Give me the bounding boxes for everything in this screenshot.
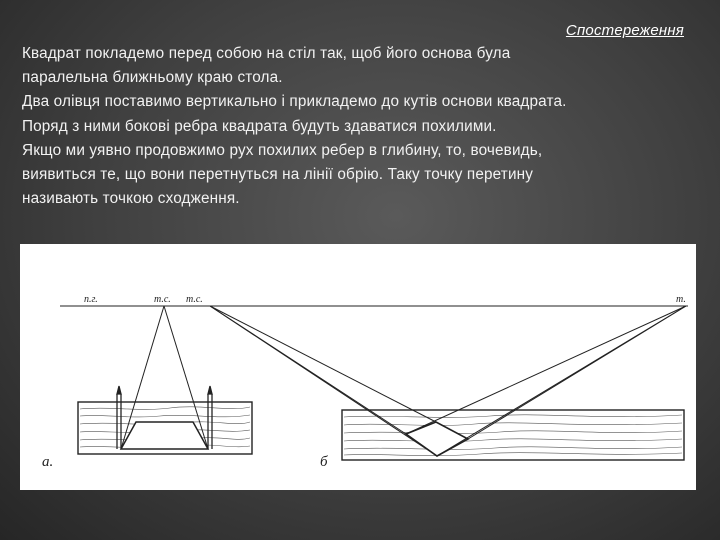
body-line-5: Якщо ми уявно продовжимо рух похилих ребер в глибину, то, вочевидь, bbox=[22, 141, 543, 159]
vanishing-ray-b-2 bbox=[210, 306, 437, 456]
label-horizon: п.г. bbox=[84, 294, 98, 305]
label-vanishing-point-1: т.с. bbox=[154, 294, 171, 305]
square-rotated-b bbox=[406, 422, 468, 456]
wood-grain-b bbox=[344, 415, 682, 456]
body-line-4: Поряд з ними бокові ребра квадрата будуть здаватися похилими. bbox=[22, 117, 497, 135]
label-panel-a: а. bbox=[42, 454, 54, 470]
body-line-2: паралельна ближньому краю стола. bbox=[22, 69, 283, 87]
body-line-1: Квадрат покладемо перед собою на стіл так, щоб його основа була bbox=[22, 45, 511, 62]
body-line-7: називають точкою сходження. bbox=[22, 190, 240, 208]
square-trapezoid-a bbox=[121, 422, 208, 449]
slide-body bbox=[22, 42, 712, 211]
label-vanishing-point-right: т. bbox=[676, 294, 686, 305]
vanishing-ray-b-4 bbox=[406, 306, 686, 434]
perspective-figure bbox=[20, 244, 696, 490]
label-panel-b: б bbox=[320, 454, 328, 470]
label-vanishing-point-2: т.с. bbox=[186, 294, 203, 305]
slide-title: Спостереження bbox=[565, 22, 684, 39]
body-line-3: Два олівця поставимо вертикально і прикладемо до кутів основи квадрата. bbox=[22, 93, 567, 111]
body-line-6: виявиться те, що вони перетнуться на лінії обрію. Таку точку перетину bbox=[22, 166, 534, 184]
perspective-drawing bbox=[20, 244, 696, 490]
vanishing-ray-b-6 bbox=[468, 306, 686, 439]
vanishing-ray-b-3 bbox=[210, 306, 436, 422]
table-board-b bbox=[342, 410, 684, 460]
